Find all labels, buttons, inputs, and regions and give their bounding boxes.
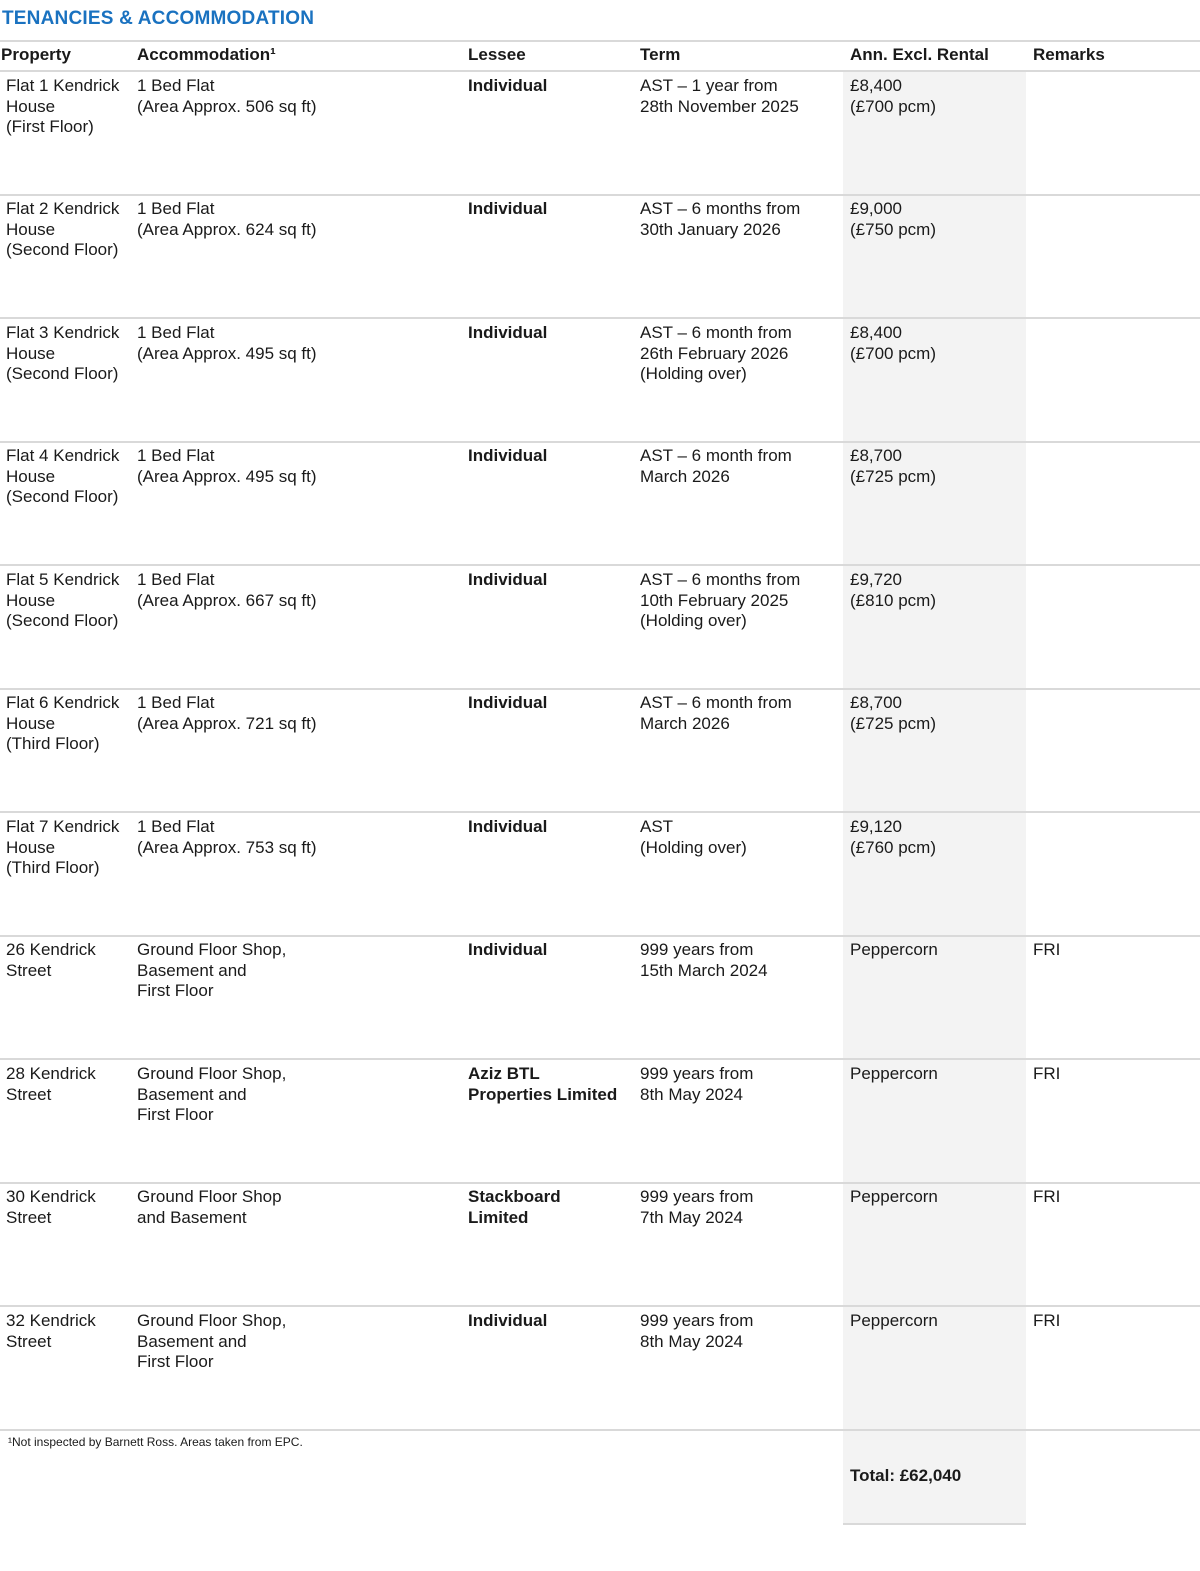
accommodation-cell: 1 Bed Flat (Area Approx. 721 sq ft) — [137, 693, 317, 733]
rental-cell: £8,400 (£700 pcm) — [850, 323, 936, 363]
table-row — [0, 813, 1200, 936]
rental-cell: £9,000 (£750 pcm) — [850, 199, 936, 239]
accommodation-cell: 1 Bed Flat (Area Approx. 495 sq ft) — [137, 446, 317, 486]
total-rental: Total: £62,040 — [850, 1466, 962, 1485]
rental-cell: Peppercorn — [850, 1311, 938, 1330]
header-accommodation: Accommodation¹ — [137, 45, 276, 64]
accommodation-cell: 1 Bed Flat (Area Approx. 753 sq ft) — [137, 817, 317, 857]
property-cell: 32 Kendrick Street — [6, 1311, 96, 1351]
accommodation-cell: 1 Bed Flat (Area Approx. 506 sq ft) — [137, 76, 317, 116]
accommodation-cell: Ground Floor Shop, Basement and First Floor — [137, 1311, 287, 1372]
property-cell: Flat 2 Kendrick House (Second Floor) — [6, 199, 120, 260]
property-cell: 28 Kendrick Street — [6, 1064, 96, 1104]
accommodation-cell: 1 Bed Flat (Area Approx. 624 sq ft) — [137, 199, 317, 239]
header-property: Property — [1, 45, 71, 64]
property-cell: 26 Kendrick Street — [6, 940, 96, 980]
header-remarks: Remarks — [1033, 45, 1105, 64]
term-cell: 999 years from 8th May 2024 — [640, 1064, 754, 1104]
remarks-cell: FRI — [1033, 1064, 1061, 1083]
remarks-cell: FRI — [1033, 940, 1061, 959]
lessee-cell: Individual — [468, 693, 548, 712]
lessee-cell: Individual — [468, 817, 548, 836]
accommodation-cell: Ground Floor Shop and Basement — [137, 1187, 282, 1227]
rental-cell: Peppercorn — [850, 940, 938, 959]
property-cell: Flat 1 Kendrick House (First Floor) — [6, 76, 120, 137]
page-title: TENANCIES & ACCOMMODATION — [2, 8, 315, 29]
table-row — [0, 1183, 1200, 1306]
table-row — [0, 566, 1200, 689]
term-cell: AST – 6 months from 10th February 2025 (Holding over) — [640, 570, 801, 631]
table-row — [0, 689, 1200, 812]
term-cell: AST – 6 month from March 2026 — [640, 693, 792, 733]
term-cell: AST – 6 month from March 2026 — [640, 446, 792, 486]
term-cell: 999 years from 15th March 2024 — [640, 940, 768, 980]
remarks-cell: FRI — [1033, 1187, 1061, 1206]
remarks-cell: FRI — [1033, 1311, 1061, 1330]
table-row — [0, 319, 1200, 442]
table-row — [0, 442, 1200, 565]
lessee-cell: Individual — [468, 446, 548, 465]
term-cell: AST – 1 year from 28th November 2025 — [640, 76, 799, 116]
lessee-cell: Individual — [468, 76, 548, 95]
property-cell: 30 Kendrick Street — [6, 1187, 96, 1227]
header-rental: Ann. Excl. Rental — [850, 45, 989, 64]
lessee-cell: Stackboard Limited — [468, 1187, 561, 1227]
accommodation-cell: 1 Bed Flat (Area Approx. 667 sq ft) — [137, 570, 317, 610]
lessee-cell: Individual — [468, 199, 548, 218]
header-lessee: Lessee — [468, 45, 526, 64]
lessee-cell: Individual — [468, 940, 548, 959]
table-header — [0, 42, 1200, 70]
accommodation-cell: Ground Floor Shop, Basement and First Floor — [137, 940, 287, 1001]
header-term: Term — [640, 45, 681, 64]
rental-cell: Peppercorn — [850, 1064, 938, 1083]
term-cell: AST – 6 month from 26th February 2026 (Holding over) — [640, 323, 792, 384]
property-cell: Flat 4 Kendrick House (Second Floor) — [6, 446, 120, 507]
table-row — [0, 1060, 1200, 1183]
property-cell: Flat 3 Kendrick House (Second Floor) — [6, 323, 120, 384]
lessee-cell: Individual — [468, 1311, 548, 1330]
rental-cell: £8,400 (£700 pcm) — [850, 76, 936, 116]
table-row — [0, 195, 1200, 318]
rental-cell: Peppercorn — [850, 1187, 938, 1206]
accommodation-cell: Ground Floor Shop, Basement and First Floor — [137, 1064, 287, 1125]
property-cell: Flat 6 Kendrick House (Third Floor) — [6, 693, 120, 754]
row-divider — [0, 1429, 1200, 1431]
table-row — [0, 936, 1200, 1059]
term-cell: 999 years from 8th May 2024 — [640, 1311, 754, 1351]
term-cell: 999 years from 7th May 2024 — [640, 1187, 754, 1227]
term-cell: AST – 6 months from 30th January 2026 — [640, 199, 801, 239]
lessee-cell: Individual — [468, 323, 548, 342]
rental-cell: £9,120 (£760 pcm) — [850, 817, 936, 857]
footnote: ¹Not inspected by Barnett Ross. Areas taken from EPC. — [8, 1435, 303, 1449]
rental-cell: £8,700 (£725 pcm) — [850, 446, 936, 486]
rental-cell: £8,700 (£725 pcm) — [850, 693, 936, 733]
property-cell: Flat 7 Kendrick House (Third Floor) — [6, 817, 120, 878]
table-row — [0, 72, 1200, 195]
rental-cell: £9,720 (£810 pcm) — [850, 570, 936, 610]
rental-column-base-line — [843, 1523, 1026, 1525]
lessee-cell: Individual — [468, 570, 548, 589]
accommodation-cell: 1 Bed Flat (Area Approx. 495 sq ft) — [137, 323, 317, 363]
lessee-cell: Aziz BTL Properties Limited — [468, 1064, 618, 1104]
table-row — [0, 1307, 1200, 1430]
property-cell: Flat 5 Kendrick House (Second Floor) — [6, 570, 120, 631]
term-cell: AST (Holding over) — [640, 817, 747, 857]
